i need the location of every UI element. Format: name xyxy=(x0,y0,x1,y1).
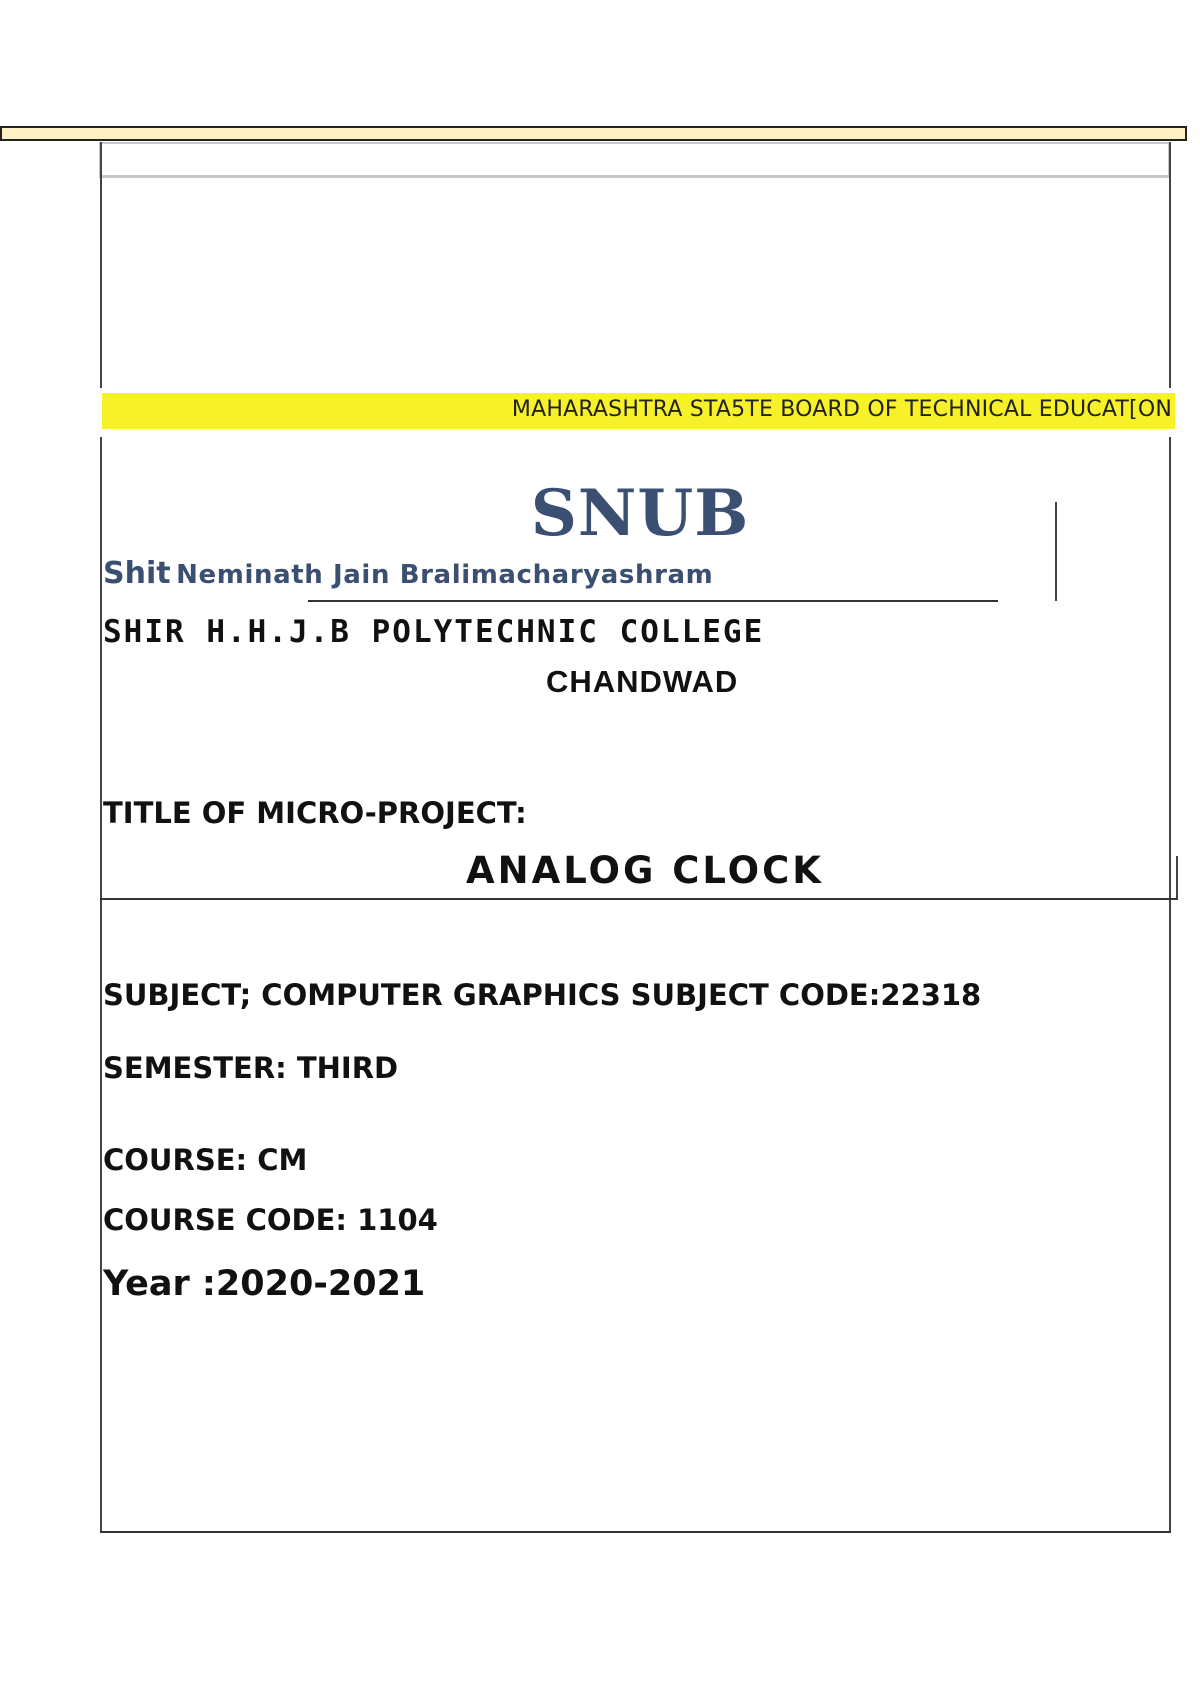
college-logo-text: SNUB xyxy=(530,476,750,551)
right-border-line xyxy=(1169,142,1171,388)
project-title-label: TITLE OF MICRO-PROJECT: xyxy=(103,796,527,830)
course-code-line: COURSE CODE: 1104 xyxy=(103,1203,438,1237)
bottom-border-line xyxy=(100,1531,1171,1533)
college-city: CHANDWAD xyxy=(546,664,739,699)
trust-underline xyxy=(308,600,998,602)
course-line: COURSE: CM xyxy=(103,1143,308,1177)
left-border-line xyxy=(100,142,102,388)
right-border-line-lower xyxy=(1169,437,1171,1532)
title-separator-line xyxy=(100,898,1177,900)
trust-name-rest: Neminath Jain Bralimacharyashram xyxy=(176,560,714,590)
top-border-bar xyxy=(0,126,1187,141)
left-border-line-lower xyxy=(100,437,102,1532)
project-title: ANALOG CLOCK xyxy=(466,849,824,892)
college-name: SHIR H.H.J.B POLYTECHNIC COLLEGE xyxy=(103,614,765,650)
title-box-right-edge xyxy=(1176,856,1178,900)
semester-line: SEMESTER: THIRD xyxy=(103,1051,399,1085)
subject-line: SUBJECT; COMPUTER GRAPHICS SUBJECT CODE:22318 xyxy=(103,978,982,1012)
trust-name-first-word: Shit xyxy=(103,556,171,591)
header-frame xyxy=(99,142,1171,178)
trust-name xyxy=(103,556,713,591)
year-line: Year :2020-2021 xyxy=(103,1264,426,1304)
board-name: MAHARASHTRA STA5TE BOARD OF TECHNICAL EDUCAT[ON xyxy=(511,397,1172,422)
